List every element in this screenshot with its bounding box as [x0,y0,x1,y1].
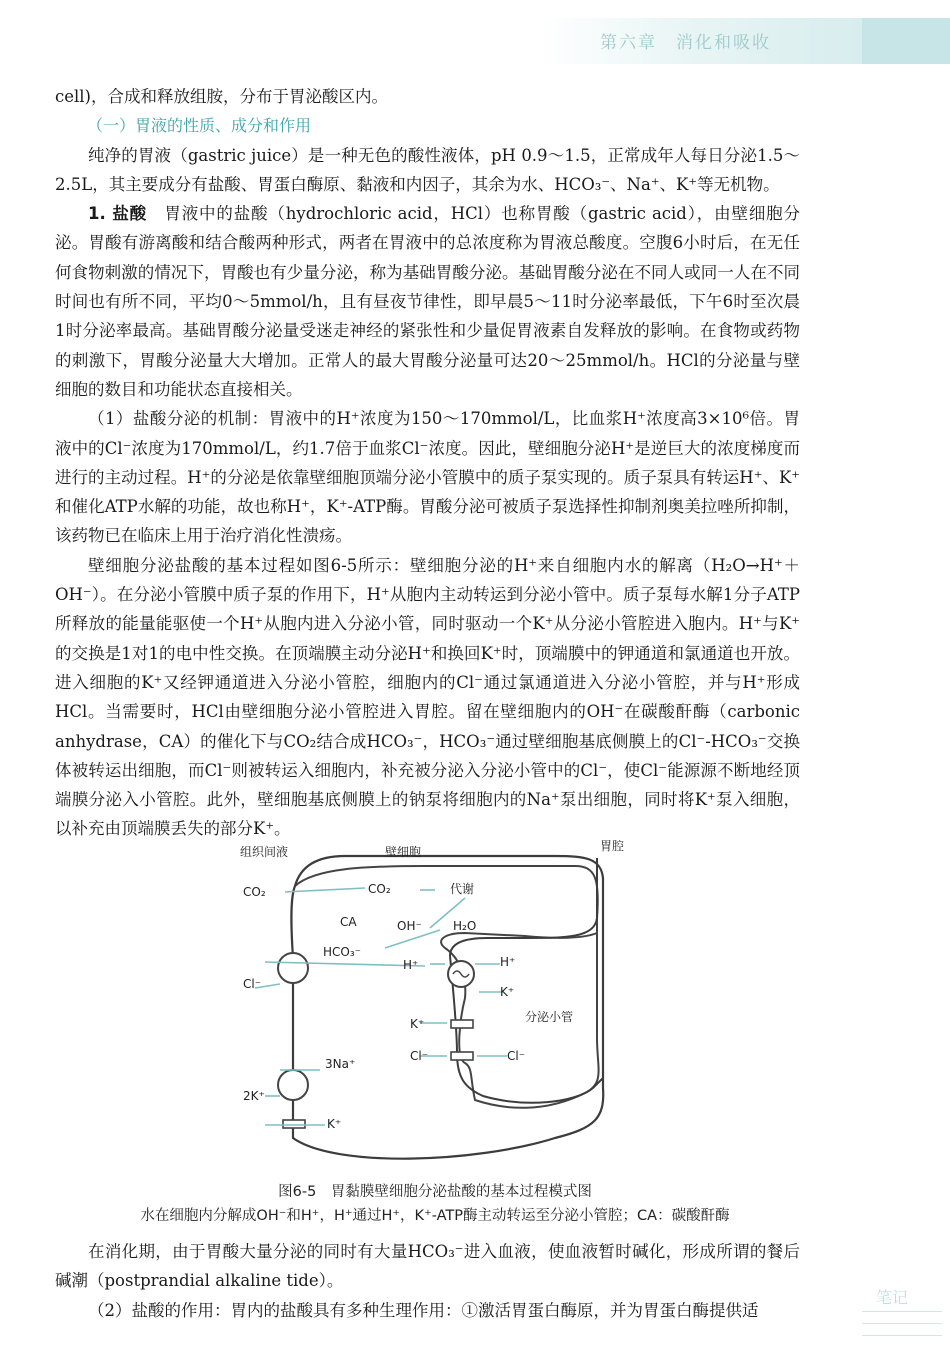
label-3na: 3Na⁺ [325,1057,356,1071]
figure-caption-note: 水在细胞内分解成OH⁻和H⁺，H⁺通过H⁺，K⁺-ATP酶主动转运至分泌小管腔；CA：碳酸酐酶 [140,1208,730,1224]
label-canaliculus: 分泌小管 [525,1010,574,1024]
hcl-heading: 1. 盐酸 [88,204,148,224]
label-cl-left: Cl⁻ [243,977,262,991]
notes-line [862,1323,942,1324]
notes-label: 笔记 [876,1288,909,1307]
figure-caption-title: 图6-5 胃黏膜壁细胞分泌盐酸的基本过程模式图 [278,1184,592,1200]
paragraph-mechanism: （1）盐酸分泌的机制：胃液中的H⁺浓度为150～170mmol/L，比血浆H⁺浓度高3×10⁶倍。胃液中的Cl⁻浓度为170mmol/L，约1.7倍于血浆Cl⁻浓度。因此，壁细胞分泌H⁺是逆巨大的浓度梯度而进行的主动过程。H⁺的分泌是依靠壁细胞顶端分泌小管膜中的质子泵实现的。质子泵具有转运H⁺、K⁺和催化ATP水解的功能，故也称H⁺，K⁺-ATP酶。胃酸分泌可被质子泵选择性抑制剂奥美拉唑所抑制，该药物已在临床上用于治疗消化性溃疡。 [55,409,800,546]
sodium-pump-circle [278,1070,308,1100]
label-co2-inner: CO₂ [368,882,391,896]
label-k-in: K⁺ [410,1017,425,1031]
label-cl-in: Cl⁻ [410,1049,429,1063]
cl-channel-apical [451,1052,473,1060]
label-metabolism: 代谢 [450,882,475,896]
label-k-out: K⁺ [500,985,515,999]
label-hco3: HCO₃⁻ [323,945,361,959]
label-h2o: H₂O [453,919,477,933]
section-title: （一）胃液的性质、成分和作用 [87,116,312,136]
k-channel-apical [451,1020,473,1028]
label-gastric-cavity: 胃腔 [600,839,625,853]
label-cl-out: Cl⁻ [507,1049,526,1063]
paragraph-hcl [55,199,800,404]
label-h-out: H⁺ [500,955,516,969]
hcl-text: 胃液中的盐酸（hydrochloric acid，HCl）也称胃酸（gastric acid），由壁细胞分泌。胃酸有游离酸和结合酸两种形式，两者在胃液中的总浓度称为胃液总酸度。空腹6小时后，在无任何食物刺激的情况下，胃酸也有少量分泌，称为基础胃酸分泌。基础胃酸分泌在不同人或同一人在不同时间也有所不同，平均0～5mmol/h，且有昼夜节律性，即早晨5～11时分泌率最低，下午6时至次晨1时分泌率最高。基础胃酸分泌量受迷走神经的紧张性和少量促胃液素自发释放的影响。在食物或药物的刺激下，胃酸分泌量大大增加。正常人的最大胃酸分泌量可达20～25mmol/h。HCl的分泌量与壁细胞的数目和功能状态直接相关。 [55,204,800,399]
label-co2-outer: CO₂ [243,885,266,899]
notes-line [862,1335,942,1336]
chapter-header: 第六章 消化和吸收 [600,33,771,53]
line-continuation: cell)，合成和释放组胺，分布于胃泌酸区内。 [55,87,388,106]
hcl-secretion-diagram [225,838,785,1168]
notes-line [862,1311,942,1312]
k-channel-basal [283,1120,305,1128]
label-parietal-cell: 壁细胞 [385,845,422,859]
cell-outline [295,866,599,1108]
main-text-continued [55,1237,800,1325]
label-2k: 2K⁺ [243,1089,265,1103]
notes-margin [852,1285,942,1345]
label-oh: OH⁻ [397,919,422,933]
label-k-channel: K⁺ [327,1117,342,1131]
label-h-in: H⁺ [403,958,419,972]
paragraph-alkaline-tide: 在消化期，由于胃酸大量分泌的同时有大量HCO₃⁻进入血液，使血液暂时碱化，形成所谓的餐后碱潮（postprandial alkaline tide）。 [55,1242,800,1291]
label-ca: CA [340,915,357,929]
paragraph-process: 壁细胞分泌盐酸的基本过程如图6-5所示：壁细胞分泌的H⁺来自细胞内水的解离（H₂O→H⁺＋OH⁻）。在分泌小管膜中质子泵的作用下，H⁺从胞内主动转运到分泌小管中。质子泵每水解1分子ATP所释放的能量能驱使一个H⁺从胞内进入分泌小管，同时驱动一个K⁺从分泌小管腔进入胞内。H⁺与K⁺的交换是1对1的电中性交换。在顶端膜主动分泌H⁺和换回K⁺时，顶端膜中的钾通道和氯通道也开放。进入细胞的K⁺又经钾通道进入分泌小管腔，细胞内的Cl⁻通过氯通道进入分泌小管腔，并与H⁺形成HCl。当需要时，HCl由壁细胞分泌小管腔进入胃腔。留在壁细胞内的OH⁻在碳酸酐酶（carbonic anhydrase，CA）的催化下与CO₂结合成HCO₃⁻，HCO₃⁻通过壁细胞基底侧膜上的Cl⁻-HCO₃⁻交换体被转运出细胞，而Cl⁻则被转运入细胞内，补充被分泌入分泌小管中的Cl⁻，使Cl⁻能源源不断地经顶端膜分泌入小管腔。此外，壁细胞基底侧膜上的钠泵将细胞内的Na⁺泵出细胞，同时将K⁺泵入细胞，以补充由顶端膜丢失的部分K⁺。 [55,555,800,839]
exchanger-circle [278,953,308,983]
corner-tab [862,18,950,64]
paragraph-gastric-juice: 纯净的胃液（gastric juice）是一种无色的酸性液体，pH 0.9～1.5，正常成年人每日分泌1.5～2.5L，其主要成分有盐酸、胃蛋白酶原、黏液和内因子，其余为水、HCO₃⁻、Na⁺、K⁺等无机物。 [55,145,800,194]
label-interstitial: 组织间液 [240,845,289,859]
paragraph-hcl-function: （2）盐酸的作用：胃内的盐酸具有多种生理作用：①激活胃蛋白酶原，并为胃蛋白酶提供适 [88,1300,759,1320]
cell-membrane [291,856,603,1159]
main-text [55,82,800,844]
